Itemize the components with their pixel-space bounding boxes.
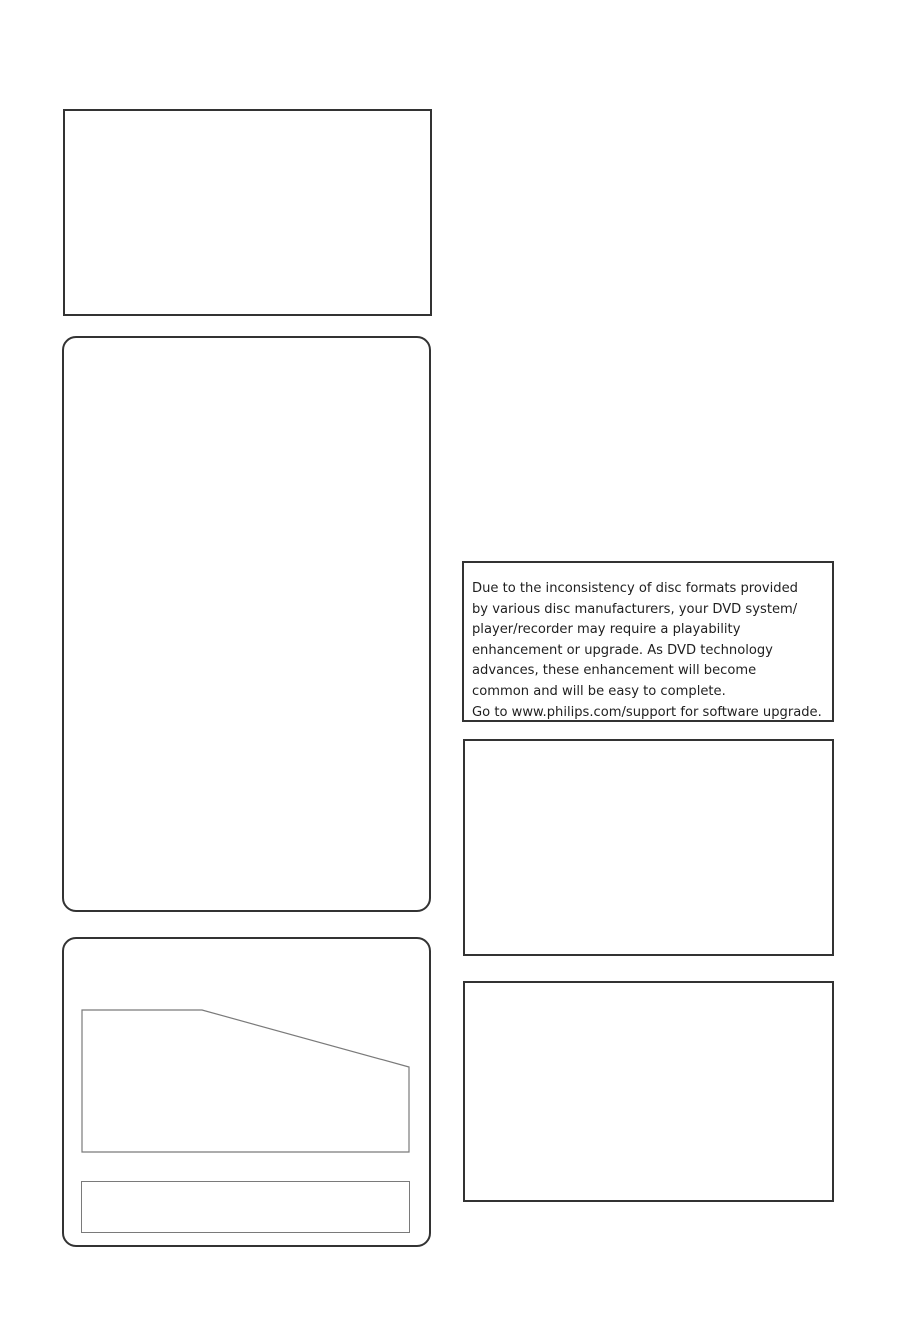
upgrade-notice-line: player/recorder may require a playability <box>472 622 741 638</box>
upgrade-notice-text <box>472 579 828 723</box>
upgrade-notice-line: by various disc manufacturers, your DVD system/ <box>472 601 798 617</box>
label-outline-shape <box>80 1008 411 1154</box>
upgrade-notice-line: common and will be easy to complete. <box>472 683 726 699</box>
empty-notice-box-top-left <box>63 109 432 316</box>
upgrade-notice-line: Due to the inconsistency of disc formats provided <box>472 581 798 596</box>
label-strip-box <box>81 1181 410 1233</box>
upgrade-notice-box <box>462 561 834 722</box>
empty-notice-box-right-bottom <box>463 981 834 1202</box>
upgrade-notice-line: Go to www.philips.com/support for software upgrade. <box>472 704 822 720</box>
upgrade-notice-line: enhancement or upgrade. As DVD technology <box>472 642 773 658</box>
upgrade-notice-line: advances, these enhancement will become <box>472 663 757 679</box>
empty-notice-box-right-middle <box>463 739 834 956</box>
empty-rounded-box-left-middle <box>62 336 431 912</box>
